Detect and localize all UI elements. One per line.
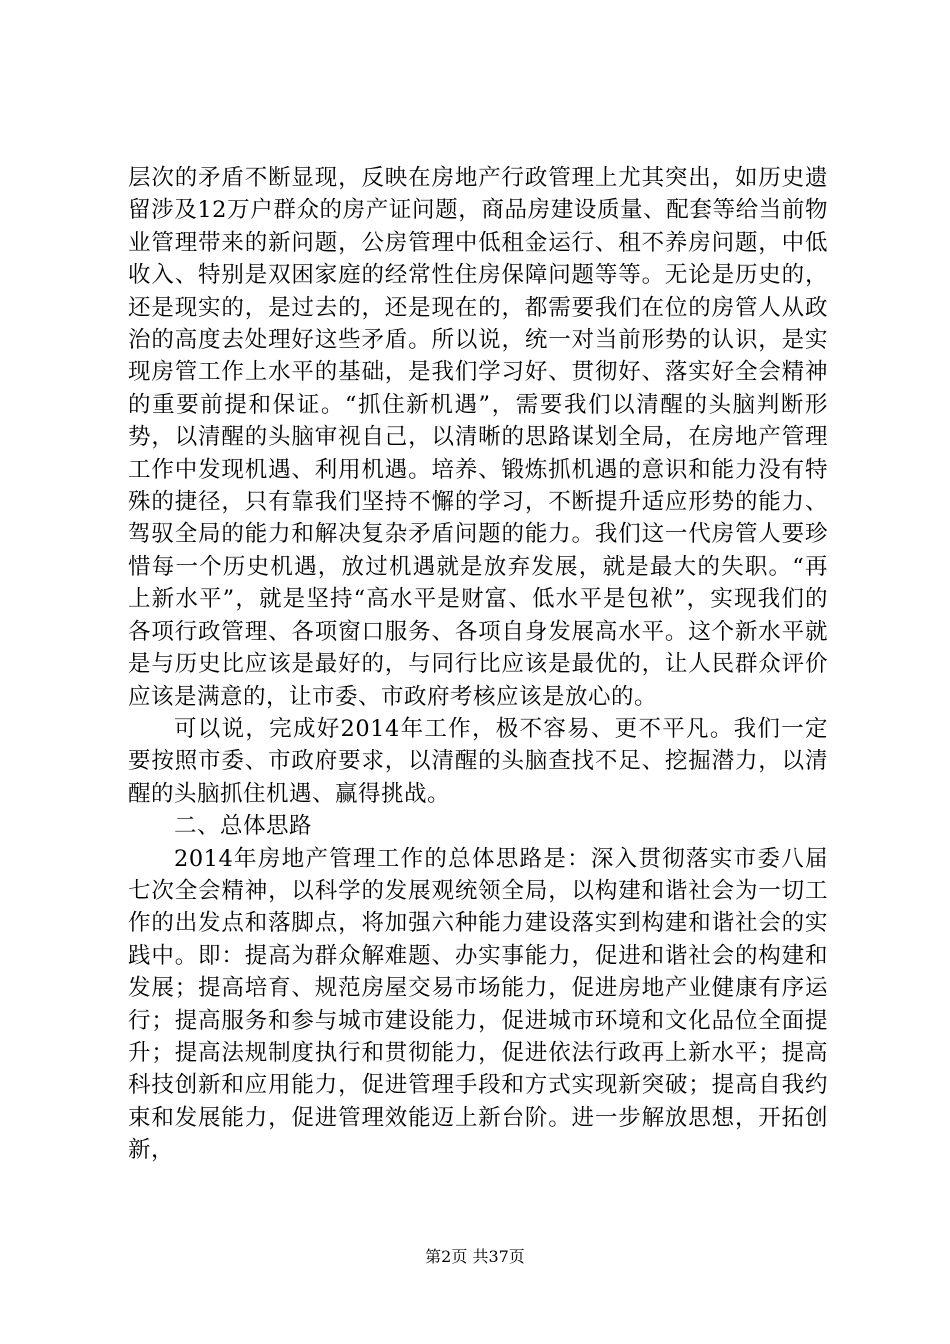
paragraph-continuation: 层次的矛盾不断显现，反映在房地产行政管理上尤其突出，如历史遗留涉及12万户群众的房产证问题，商品房建设质量、配套等给当前物业管理带来的新问题，公房管理中低租金运行、租不养房问题，中低收入、特别是双困家庭的经常性住房保障问题等等。无论是历史的，还是现实的，是过去的，还是现在的，都需要我们在位的房管人从政治的高度去处理好这些矛盾。所以说，统一对当前形势的认识，是实现房管工作上水平的基础，是我们学习好、贯彻好、落实好全会精神的重要前提和保证。“抓住新机遇”，需要我们以清醒的头脑判断形势，以清醒的头脑审视自己，以清晰的思路谋划全局，在房地产管理工作中发现机遇、利用机遇。培养、锻炼抓机遇的意识和能力没有特殊的捷径，只有靠我们坚持不懈的学习，不断提升适应形势的能力、驾驭全局的能力和解决复杂矛盾问题的能力。我们这一代房管人要珍惜每一个历史机遇，放过机遇就是放弃发展，就是最大的失职。“再上新水平”，就是坚持“高水平是财富、低水平是包袱”，实现我们的各项行政管理、各项窗口服务、各项自身发展高水平。这个新水平就是与历史比应该是最好的，与同行比应该是最优的，让人民群众评价应该是满意的，让市委、市政府考核应该是放心的。 <box>128 165 828 710</box>
paragraph-overall-approach: 2014年房地产管理工作的总体思路是：深入贯彻落实市委八届七次全会精神，以科学的发展观统领全局，以构建和谐社会为一切工作的出发点和落脚点，将加强六种能力建设落实到构建和谐社会的实践中。即：提高为群众解难题、办实事能力，促进和谐社会的构建和发展；提高培育、规范房屋交易市场能力，促进房地产业健康有序运行；提高服务和参与城市建设能力，促进城市环境和文化品位全面提升；提高法规制度执行和贯彻能力，促进依法行政再上新水平；提高科技创新和应用能力，促进管理手段和方式实现新突破；提高自我约束和发展能力，促进管理效能迈上新台阶。进一步解放思想，开拓创新， <box>128 845 828 1164</box>
document-body <box>128 162 828 1167</box>
page-number-footer: 第2页 共37页 <box>425 1247 525 1266</box>
section-heading: 二、总体思路 <box>174 813 313 840</box>
paragraph-summary: 可以说，完成好2014年工作，极不容易、更不平凡。我们一定要按照市委、市政府要求，以清醒的头脑查找不足、挖掘潜力，以清醒的头脑抓住机遇、赢得挑战。 <box>128 715 828 807</box>
